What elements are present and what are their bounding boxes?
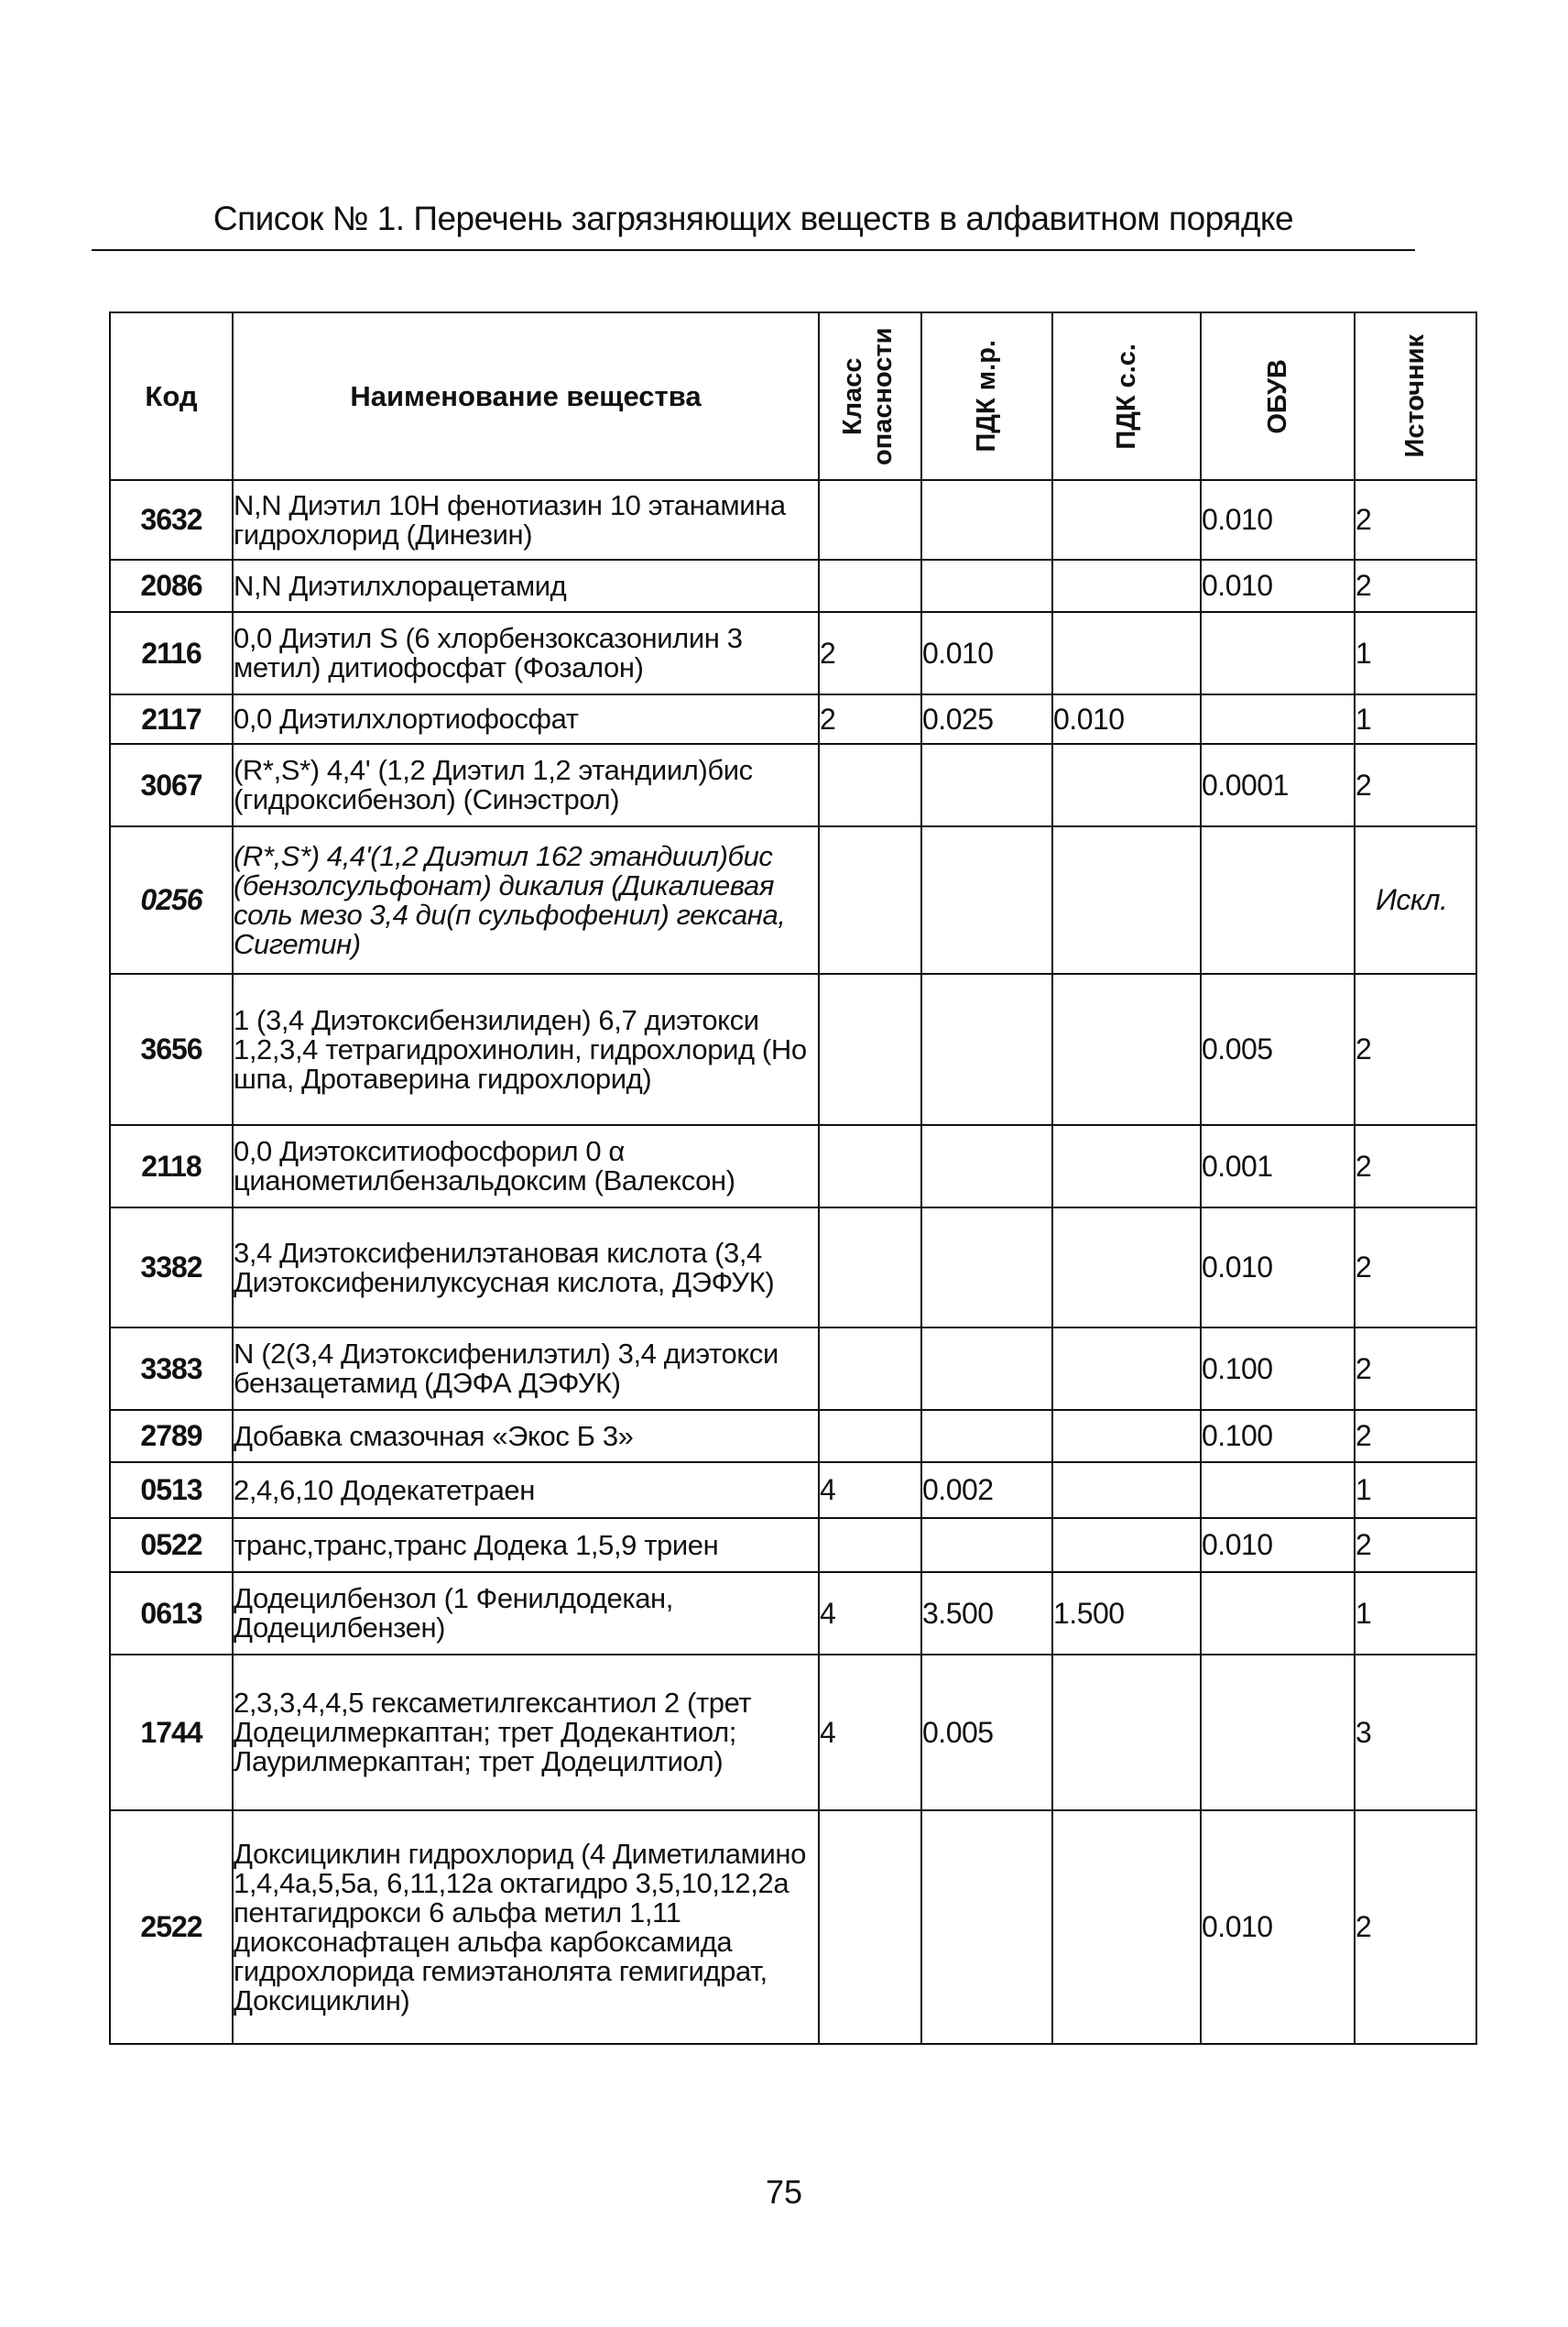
column-header-pdk-ss <box>1052 312 1201 480</box>
cell-code: 3656 <box>110 974 233 1125</box>
cell-source: 2 <box>1355 480 1476 560</box>
page-number: 75 <box>765 2173 803 2211</box>
cell-code: 2117 <box>110 694 233 744</box>
cell-source: 2 <box>1355 744 1476 826</box>
cell-code: 3632 <box>110 480 233 560</box>
cell-obuv: 0.100 <box>1201 1410 1355 1462</box>
cell-hazard-class: 4 <box>819 1572 921 1655</box>
cell-obuv: 0.100 <box>1201 1327 1355 1410</box>
cell-hazard-class <box>819 1327 921 1410</box>
table-row <box>110 1462 1476 1518</box>
cell-hazard-class: 2 <box>819 612 921 694</box>
column-header-code: Код <box>110 312 233 480</box>
cell-obuv: 0.010 <box>1201 1207 1355 1327</box>
table-header-row <box>110 312 1476 480</box>
cell-name: N,N Диэтилхлорацетамид <box>233 560 819 612</box>
cell-hazard-class: 4 <box>819 1462 921 1518</box>
column-header-pdk-mr-label: ПДК м.р. <box>972 340 1001 453</box>
cell-pdk-ss <box>1052 974 1201 1125</box>
cell-source: 2 <box>1355 1518 1476 1572</box>
cell-hazard-class <box>819 826 921 974</box>
cell-pdk-ss <box>1052 826 1201 974</box>
cell-pdk-ss <box>1052 560 1201 612</box>
cell-name: 0,0 Диэтилхлортиофосфат <box>233 694 819 744</box>
column-header-hazard-class-label: Класс опасности <box>838 327 898 465</box>
cell-pdk-mr <box>921 974 1052 1125</box>
cell-obuv <box>1201 1462 1355 1518</box>
cell-name: (R*,S*) 4,4'(1,2 Диэтил 162 этандиил)бис (бензолсульфонат) дикалия (Дикалиевая соль мезо 3,4 ди(п сульфофенил) гексана, Сигетин) <box>233 826 819 974</box>
cell-pdk-mr <box>921 560 1052 612</box>
cell-obuv <box>1201 1572 1355 1655</box>
cell-name: 0,0 Диэтил S (6 хлорбензоксазонилин 3 метил) дитиофосфат (Фозалон) <box>233 612 819 694</box>
column-header-hazard-class <box>819 312 921 480</box>
cell-obuv: 0.010 <box>1201 480 1355 560</box>
cell-name: 3,4 Диэтоксифенилэтановая кислота (3,4 Диэтоксифенилуксусная кислота, ДЭФУК) <box>233 1207 819 1327</box>
cell-pdk-ss <box>1052 1810 1201 2044</box>
cell-code: 2086 <box>110 560 233 612</box>
table-row <box>110 1410 1476 1462</box>
cell-pdk-mr: 0.002 <box>921 1462 1052 1518</box>
cell-hazard-class <box>819 1207 921 1327</box>
column-header-pdk-mr <box>921 312 1052 480</box>
table-body <box>110 480 1476 2044</box>
cell-name: 2,4,6,10 Додекатетраен <box>233 1462 819 1518</box>
cell-obuv: 0.005 <box>1201 974 1355 1125</box>
cell-code: 2789 <box>110 1410 233 1462</box>
cell-source: 2 <box>1355 974 1476 1125</box>
column-header-obuv <box>1201 312 1355 480</box>
cell-source: 2 <box>1355 1125 1476 1207</box>
cell-source: 2 <box>1355 560 1476 612</box>
cell-pdk-mr <box>921 744 1052 826</box>
cell-pdk-ss <box>1052 1655 1201 1810</box>
cell-pdk-mr <box>921 1518 1052 1572</box>
cell-name: 0,0 Диэтокситиофосфорил 0 α цианометилбензальдоксим (Валексон) <box>233 1125 819 1207</box>
column-header-source <box>1355 312 1476 480</box>
cell-source: 3 <box>1355 1655 1476 1810</box>
cell-name: N,N Диэтил 10Н фенотиазин 10 этанамина гидрохлорид (Динезин) <box>233 480 819 560</box>
cell-pdk-ss <box>1052 1410 1201 1462</box>
cell-pdk-ss <box>1052 1207 1201 1327</box>
cell-obuv <box>1201 1655 1355 1810</box>
cell-pdk-mr <box>921 1810 1052 2044</box>
cell-code: 3067 <box>110 744 233 826</box>
cell-hazard-class <box>819 1125 921 1207</box>
cell-hazard-class: 2 <box>819 694 921 744</box>
table-row <box>110 1810 1476 2044</box>
table-row <box>110 694 1476 744</box>
cell-obuv <box>1201 612 1355 694</box>
column-header-name: Наименование вещества <box>233 312 819 480</box>
table-row <box>110 612 1476 694</box>
cell-source: 2 <box>1355 1810 1476 2044</box>
cell-name: Добавка смазочная «Экос Б 3» <box>233 1410 819 1462</box>
substances-table-wrapper <box>109 311 1475 2045</box>
table-row <box>110 1518 1476 1572</box>
cell-name: Доксициклин гидрохлорид (4 Диметиламино 1,4,4а,5,5а, 6,11,12а октагидро 3,5,10,12,2а пентагидрокси 6 альфа метил 1,11 диоксонафтацен альфа карбоксамида гидрохлорида гемиэтанолята гемигидрат, Доксициклин) <box>233 1810 819 2044</box>
cell-code: 0513 <box>110 1462 233 1518</box>
cell-code: 1744 <box>110 1655 233 1810</box>
cell-code: 2118 <box>110 1125 233 1207</box>
cell-source: 1 <box>1355 694 1476 744</box>
cell-pdk-ss <box>1052 1125 1201 1207</box>
cell-pdk-ss <box>1052 1327 1201 1410</box>
cell-obuv: 0.010 <box>1201 1518 1355 1572</box>
cell-pdk-ss <box>1052 480 1201 560</box>
cell-pdk-mr: 3.500 <box>921 1572 1052 1655</box>
cell-pdk-ss <box>1052 612 1201 694</box>
cell-pdk-mr: 0.025 <box>921 694 1052 744</box>
cell-code: 0256 <box>110 826 233 974</box>
cell-code: 0522 <box>110 1518 233 1572</box>
column-header-obuv-label: ОБУВ <box>1262 358 1292 434</box>
cell-pdk-ss: 1.500 <box>1052 1572 1201 1655</box>
cell-code: 3383 <box>110 1327 233 1410</box>
cell-pdk-ss <box>1052 1518 1201 1572</box>
cell-source: 2 <box>1355 1327 1476 1410</box>
cell-pdk-ss <box>1052 1462 1201 1518</box>
header-rule <box>92 249 1415 251</box>
table-row <box>110 1327 1476 1410</box>
table-row <box>110 1125 1476 1207</box>
cell-source: 2 <box>1355 1410 1476 1462</box>
cell-pdk-mr: 0.005 <box>921 1655 1052 1810</box>
table-row <box>110 1572 1476 1655</box>
cell-hazard-class: 4 <box>819 1655 921 1810</box>
cell-obuv: 0.010 <box>1201 560 1355 612</box>
cell-pdk-mr <box>921 480 1052 560</box>
cell-source: 1 <box>1355 1462 1476 1518</box>
cell-hazard-class <box>819 560 921 612</box>
cell-hazard-class <box>819 1410 921 1462</box>
cell-hazard-class <box>819 974 921 1125</box>
cell-code: 0613 <box>110 1572 233 1655</box>
table-row <box>110 480 1476 560</box>
column-header-source-label: Источник <box>1400 334 1430 458</box>
cell-name: (R*,S*) 4,4' (1,2 Диэтил 1,2 этандиил)бис (гидроксибензол) (Синэстрол) <box>233 744 819 826</box>
substances-table <box>109 311 1477 2045</box>
page-title: Список № 1. Перечень загрязняющих веществ в алфавитном порядке <box>212 200 1294 237</box>
table-row <box>110 560 1476 612</box>
cell-source: 1 <box>1355 1572 1476 1655</box>
cell-name: N (2(3,4 Диэтоксифенилэтил) 3,4 диэтокси бензацетамид (ДЭФА ДЭФУК) <box>233 1327 819 1410</box>
cell-hazard-class <box>819 744 921 826</box>
table-row <box>110 974 1476 1125</box>
table-row <box>110 1207 1476 1327</box>
cell-pdk-mr: 0.010 <box>921 612 1052 694</box>
table-row <box>110 1655 1476 1810</box>
cell-hazard-class <box>819 1518 921 1572</box>
cell-pdk-mr <box>921 826 1052 974</box>
cell-source: 2 <box>1355 1207 1476 1327</box>
table-row-excluded <box>110 826 1476 974</box>
cell-obuv <box>1201 826 1355 974</box>
cell-name: транс,транс,транс Додека 1,5,9 триен <box>233 1518 819 1572</box>
cell-pdk-mr <box>921 1207 1052 1327</box>
cell-name: Додецилбензол (1 Фенилдодекан, Додецилбензен) <box>233 1572 819 1655</box>
table-row <box>110 744 1476 826</box>
cell-pdk-mr <box>921 1125 1052 1207</box>
cell-source: 1 <box>1355 612 1476 694</box>
cell-pdk-mr <box>921 1410 1052 1462</box>
cell-obuv <box>1201 694 1355 744</box>
cell-name: 2,3,3,4,4,5 гексаметилгексантиол 2 (трет Додецилмеркаптан; трет Додекантиол; Лаурилмеркаптан; трет Додецилтиол) <box>233 1655 819 1810</box>
cell-code: 2522 <box>110 1810 233 2044</box>
cell-pdk-ss <box>1052 744 1201 826</box>
cell-code: 2116 <box>110 612 233 694</box>
cell-name: 1 (3,4 Диэтоксибензилиден) 6,7 диэтокси 1,2,3,4 тетрагидрохинолин, гидрохлорид (Но шпа, Дротаверина гидрохлорид) <box>233 974 819 1125</box>
cell-hazard-class <box>819 1810 921 2044</box>
cell-obuv: 0.0001 <box>1201 744 1355 826</box>
cell-hazard-class <box>819 480 921 560</box>
cell-source: Искл. <box>1355 826 1476 974</box>
cell-code: 3382 <box>110 1207 233 1327</box>
cell-pdk-ss: 0.010 <box>1052 694 1201 744</box>
cell-obuv: 0.001 <box>1201 1125 1355 1207</box>
column-header-pdk-ss-label: ПДК с.с. <box>1111 343 1141 450</box>
cell-obuv: 0.010 <box>1201 1810 1355 2044</box>
cell-pdk-mr <box>921 1327 1052 1410</box>
